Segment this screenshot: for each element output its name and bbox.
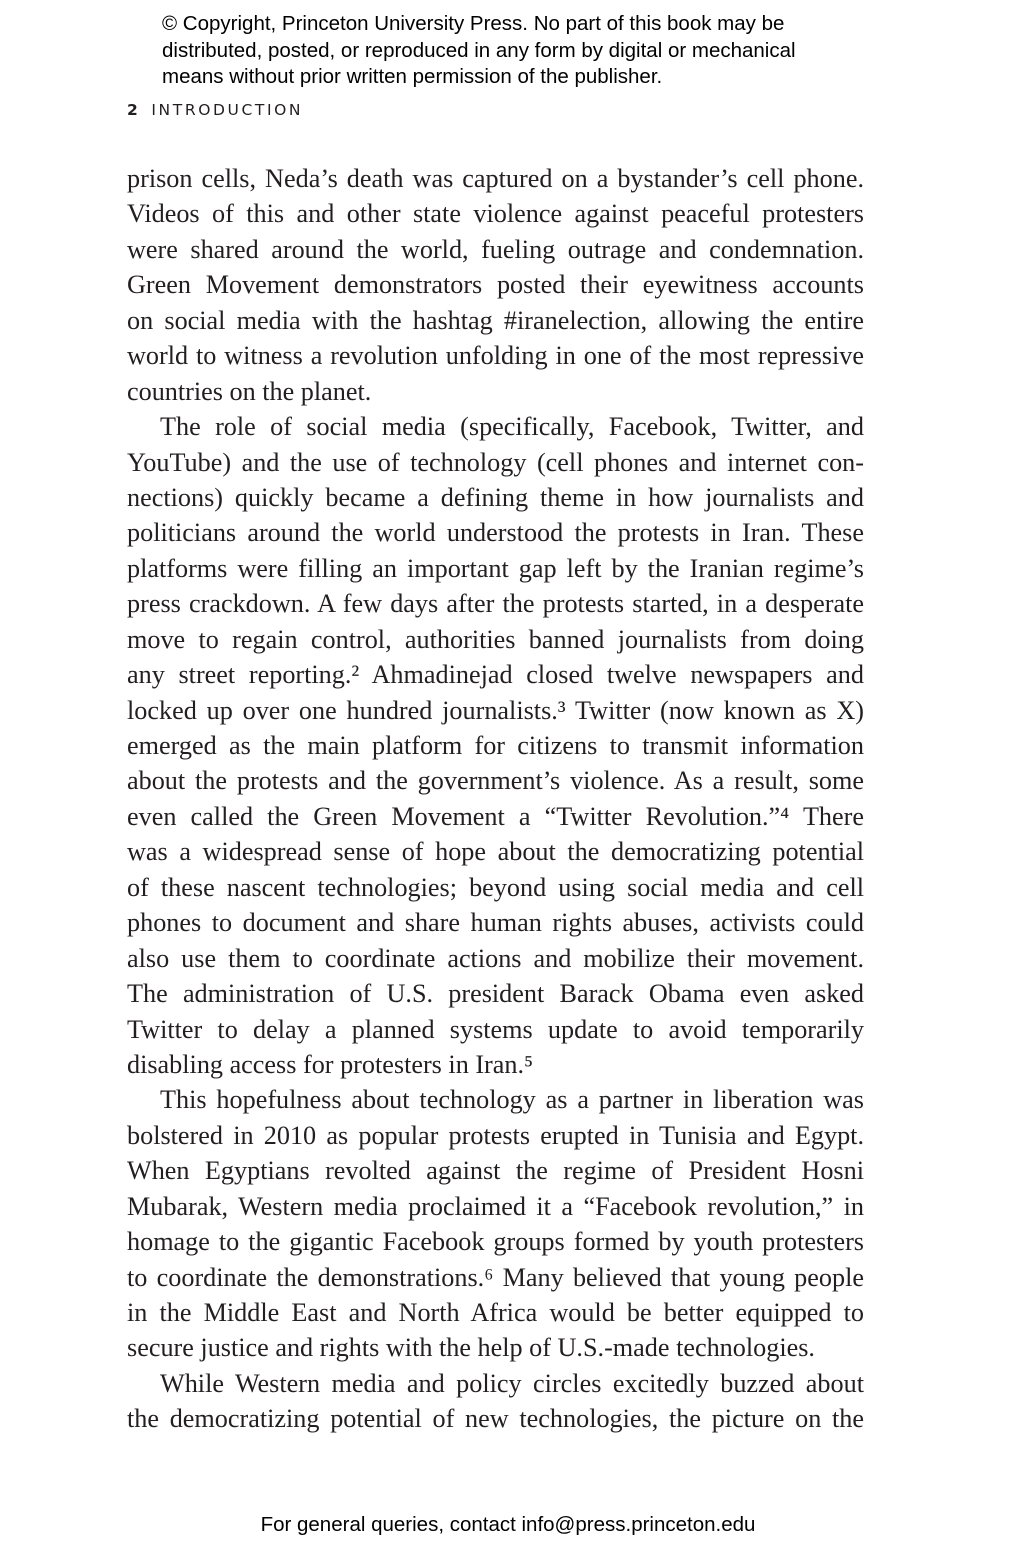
text-line: on social media with the hashtag #iranelection, allowing the entire: [127, 305, 864, 335]
text-line: politicians around the world understood the protests in Iran. These: [127, 518, 864, 548]
page-number: 2: [127, 101, 141, 119]
text-line: The role of social media (specifically, Facebook, Twitter, and: [160, 412, 864, 442]
copyright-line: distributed, posted, or reproduced in any form by digital or mechanical: [162, 38, 796, 62]
text-line: prison cells, Neda’s death was captured on a bystander’s cell phone.: [127, 164, 864, 193]
text-line: platforms were filling an important gap left by the Iranian regime’s: [127, 553, 864, 583]
copyright-notice: [162, 11, 922, 91]
text-line: YouTube) and the use of technology (cell phones and internet con-: [127, 447, 864, 477]
text-line: in the Middle East and North Africa would be better equipped to: [127, 1298, 864, 1327]
text-line: Videos of this and other state violence against peaceful protesters: [127, 199, 864, 229]
text-line: countries on the planet.: [127, 376, 372, 406]
text-line: homage to the gigantic Facebook groups formed by youth protesters: [127, 1227, 864, 1257]
text-line: bolstered in 2010 as popular protests erupted in Tunisia and Egypt.: [127, 1120, 864, 1150]
text-line: Mubarak, Western media proclaimed it a “Facebook revolution,” in: [127, 1191, 864, 1221]
text-line: secure justice and rights with the help of U.S.-made technologies.: [127, 1333, 815, 1363]
text-line: were shared around the world, fueling outrage and condemnation.: [127, 234, 864, 264]
running-head: [127, 101, 303, 119]
text-line: While Western media and policy circles excitedly buzzed about: [160, 1368, 864, 1398]
text-line: about the protests and the government’s violence. As a result, some: [127, 766, 864, 796]
text-line: phones to document and share human rights abuses, activists could: [127, 908, 864, 938]
body-text: [127, 161, 864, 1437]
text-line: The administration of U.S. president Barack Obama even asked: [127, 979, 864, 1009]
footer-contact: For general queries, contact info@press.princeton.edu: [260, 1513, 756, 1536]
text-line: press crackdown. A few days after the protests started, in a desperate: [127, 589, 864, 619]
copyright-line: © Copyright, Princeton University Press. No part of this book may be: [162, 12, 785, 35]
text-line: disabling access for protesters in Iran.⁵: [127, 1049, 534, 1079]
text-line: This hopefulness about technology as a partner in liberation was: [160, 1085, 864, 1115]
text-line: emerged as the main platform for citizens to transmit information: [127, 731, 864, 760]
text-line: Twitter to delay a planned systems update to avoid temporarily: [127, 1014, 864, 1044]
text-line: even called the Green Movement a “Twitter Revolution.”⁴ There: [127, 801, 864, 831]
text-line: Green Movement demonstrators posted their eyewitness accounts: [127, 270, 864, 300]
text-line: was a widespread sense of hope about the democratizing potential: [127, 837, 864, 867]
text-line: move to regain control, authorities banned journalists from doing: [127, 624, 864, 654]
text-line: When Egyptians revolted against the regime of President Hosni: [127, 1156, 864, 1186]
text-line: nections) quickly became a defining theme in how journalists and: [127, 482, 864, 512]
text-line: to coordinate the demonstrations.⁶ Many believed that young people: [127, 1262, 864, 1292]
text-line: world to witness a revolution unfolding in one of the most repressive: [127, 341, 864, 371]
copyright-line: means without prior written permission of the publisher.: [162, 65, 663, 88]
text-line: also use them to coordinate actions and mobilize their movement.: [127, 943, 864, 973]
text-line: any street reporting.² Ahmadinejad closed twelve newspapers and: [127, 660, 864, 690]
text-line: the democratizing potential of new technologies, the picture on the: [127, 1404, 864, 1434]
text-line: of these nascent technologies; beyond using social media and cell: [127, 872, 864, 902]
text-line: locked up over one hundred journalists.³ Twitter (now known as X): [127, 695, 864, 725]
chapter-title: INTRODUCTION: [151, 101, 304, 119]
